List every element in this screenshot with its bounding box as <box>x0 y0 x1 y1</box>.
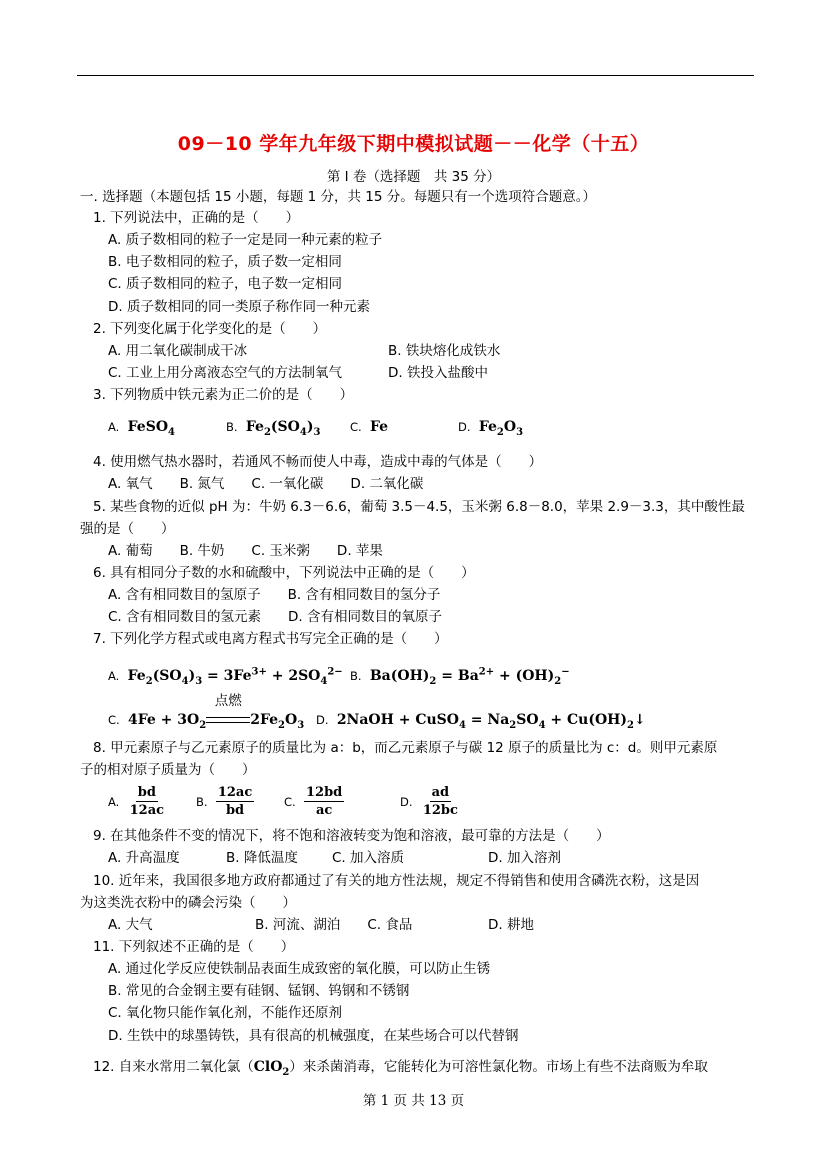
question-11-option-c: C. 氧化物只能作氧化剂，不能作还原剂 <box>108 1005 343 1021</box>
question-7-option-c <box>108 693 305 735</box>
option-key: C. <box>284 794 296 809</box>
option-key: C. <box>350 420 362 434</box>
page-title: 09－10 学年九年级下期中模拟试题－－化学（十五） <box>177 133 650 155</box>
question-5-stem-cont: 强的是（ ） <box>80 521 175 537</box>
question-2-stem: 2. 下列变化属于化学变化的是（ ） <box>93 321 327 337</box>
equals-bar <box>206 717 250 723</box>
formula-fe2so43: $Fe_2(SO_4)_3$ <box>245 419 321 438</box>
question-3-option-a <box>108 418 175 442</box>
question-12-stem <box>93 1058 708 1082</box>
question-3-stem: 3. 下列物质中铁元素为正二价的是（ ） <box>93 387 354 403</box>
question-1-option-a: A. 质子数相同的粒子一定是同一种元素的粒子 <box>108 232 383 248</box>
option-key: D. <box>400 794 413 809</box>
question-8-stem: 8. 甲元素原子与乙元素原子的质量比为 a：b，而乙元素原子与碳 12 原子的质量比为 c：d。则甲元素原 <box>93 740 718 756</box>
question-1-stem: 1. 下列说法中，正确的是（ ） <box>93 210 300 226</box>
option-key: A. <box>108 420 120 434</box>
question-12-stem-pre: 12. 自来水常用二氧化氯（ <box>93 1059 254 1075</box>
question-9-option-d: D. 加入溶剂 <box>488 850 561 866</box>
question-11-option-a: A. 通过化学反应使铁制品表面生成致密的氧化膜，可以防止生锈 <box>108 961 491 977</box>
question-8-stem-cont: 子的相对原子质量为（ ） <box>80 762 256 778</box>
formula-feso4: FeSO$_4$ <box>127 419 175 438</box>
question-9-option-c: C. 加入溶质 <box>332 850 405 866</box>
question-7-stem: 7. 下列化学方程式或电离方程式书写完全正确的是（ ） <box>93 631 448 647</box>
question-5-stem: 5. 某些食物的近似 pH 为：牛奶 6.3－6.6，葡萄 3.5－4.5，玉米粥 6.8－8.0，苹果 2.9－3.3，其中酸性最 <box>93 499 745 515</box>
formula-fe2o3: $Fe_2O_3$ <box>478 419 524 438</box>
section-heading: 一. 选择题（本题包括 15 小题，每题 1 分，共 15 分。每题只有一个选项符合题意。） <box>80 189 597 205</box>
header-rule <box>77 75 754 76</box>
option-key: B. <box>226 420 238 434</box>
question-8-option-b <box>196 784 254 819</box>
question-1-option-d: D. 质子数相同的同一类原子称作同一种元素 <box>108 299 370 315</box>
question-6-options-cd: C. 含有相同数目的氢元素 D. 含有相同数目的氧原子 <box>108 609 442 625</box>
section-subtitle: 第 I 卷（选择题 共 35 分） <box>326 169 501 185</box>
question-3-option-b <box>226 418 320 442</box>
question-10-stem-cont: 为这类洗衣粉中的磷会污染（ ） <box>80 895 296 911</box>
condition-label: 点燃 <box>214 693 242 709</box>
formula-fe: Fe <box>369 419 389 435</box>
question-4-stem: 4. 使用燃气热水器时，若通风不畅而使人中毒，造成中毒的气体是（ ） <box>93 454 543 470</box>
option-key: B. <box>196 794 208 809</box>
question-10-option-d: D. 耕地 <box>488 917 534 933</box>
question-11-stem: 11. 下列叙述不正确的是（ ） <box>93 939 295 955</box>
equation-c: $4Fe + 3O_2$ 点燃 $2Fe_2O_3$ <box>127 693 305 731</box>
formula-clo2: ClO$_2$ <box>253 1059 290 1078</box>
question-1-option-c: C. 质子数相同的粒子，电子数一定相同 <box>108 276 343 292</box>
option-key: B. <box>350 668 362 683</box>
reaction-condition <box>206 693 250 729</box>
question-7-option-d <box>316 711 646 735</box>
question-1-option-b: B. 电子数相同的粒子，质子数一定相同 <box>108 254 342 270</box>
equation-b: $Ba(OH)_2 = Ba^{2+} + (OH)_2^-$ <box>369 666 570 687</box>
question-9-option-a: A. 升高温度 <box>108 850 180 866</box>
question-2-option-c: C. 工业上用分离液态空气的方法制氧气 <box>108 365 343 381</box>
equation-d: 2NaOH + CuSO$_4$ = $Na_2SO_4$ + $Cu(OH)_2↓$ <box>336 712 646 731</box>
question-3-option-d <box>458 418 523 442</box>
question-2-option-b: B. 铁块熔化成铁水 <box>388 343 501 359</box>
question-6-options-ab: A. 含有相同数目的氢原子 B. 含有相同数目的氢分子 <box>108 587 441 603</box>
question-3-option-c <box>350 418 388 436</box>
question-10-option-a: A. 大气 <box>108 917 153 933</box>
question-2-option-d: D. 铁投入盐酸中 <box>388 365 488 381</box>
fraction: $\frac{12ac}{bd}$ <box>217 785 253 818</box>
question-7-option-a <box>108 663 343 690</box>
fraction: $\frac{ad}{12bc}$ <box>422 785 458 818</box>
question-11-option-d: D. 生铁中的球墨铸铁，具有很高的机械强度，在某些场合可以代替钢 <box>108 1028 519 1044</box>
question-9-option-b: B. 降低温度 <box>226 850 298 866</box>
fraction: $\frac{bd}{12ac}$ <box>129 785 165 818</box>
question-11-option-b: B. 常见的合金钢主要有硅钢、锰钢、钨钢和不锈钢 <box>108 983 410 999</box>
option-key: A. <box>108 794 120 809</box>
question-6-stem: 6. 具有相同分子数的水和硫酸中，下列说法中正确的是（ ） <box>93 565 475 581</box>
question-7-option-b <box>350 663 570 690</box>
option-key: C. <box>108 713 120 727</box>
question-8-option-c <box>284 784 344 819</box>
question-10-options-bc: B. 河流、湖泊 C. 食品 <box>255 917 413 933</box>
option-key: A. <box>108 668 120 683</box>
question-5-options: A. 葡萄 B. 牛奶 C. 玉米粥 D. 苹果 <box>108 543 383 559</box>
question-4-options: A. 氧气 B. 氮气 C. 一氧化碳 D. 二氧化碳 <box>108 476 424 492</box>
page-footer: 第 1 页 共 13 页 <box>362 1093 465 1109</box>
question-8-option-d <box>400 784 460 819</box>
question-12-stem-post: ）来杀菌消毒，它能转化为可溶性氯化物。市场上有些不法商贩为牟取 <box>289 1059 708 1075</box>
option-key: D. <box>458 420 471 434</box>
question-2-option-a: A. 用二氧化碳制成干冰 <box>108 343 248 359</box>
fraction: $\frac{12bd}{ac}$ <box>305 785 343 818</box>
question-10-stem: 10. 近年来，我国很多地方政府都通过了有关的地方性法规，规定不得销售和使用含磷洗衣粉，这是因 <box>93 873 700 889</box>
question-8-option-a <box>108 784 166 819</box>
question-9-stem: 9. 在其他条件不变的情况下，将不饱和溶液转变为饱和溶液，最可靠的方法是（ ） <box>93 828 610 844</box>
option-key: D. <box>316 713 329 727</box>
equation-a: $Fe_2(SO_4)_3 = 3Fe^{3+} + 2SO_4^{2-}$ <box>127 666 343 687</box>
